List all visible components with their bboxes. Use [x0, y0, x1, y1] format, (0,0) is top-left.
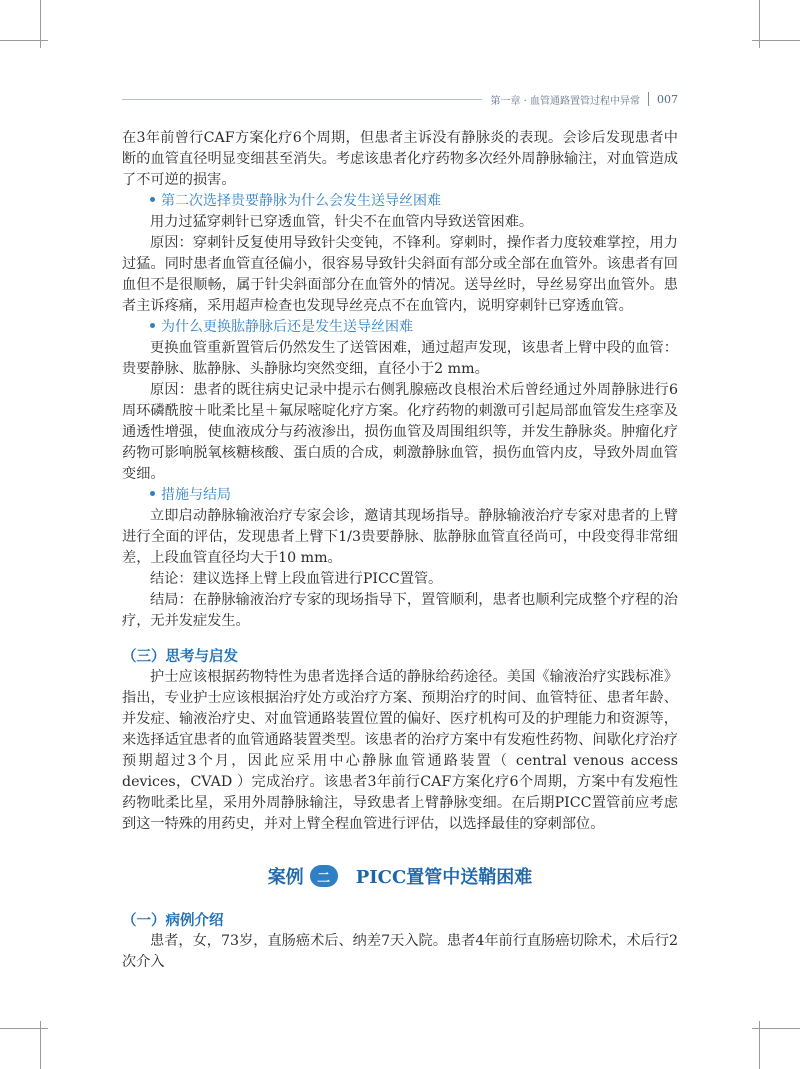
running-header [482, 90, 678, 108]
paragraph: 结局：在静脉输液治疗专家的现场指导下，置管顺利，患者也顺利完成整个疗程的治疗，无并发症发生。 [122, 592, 678, 629]
bullet-heading [122, 317, 678, 338]
page-body [122, 128, 678, 973]
paragraph: 护士应该根据药物特性为患者选择合适的静脉给药途径。美国《输液治疗实践标准》指出，专业护士应该根据治疗处方或治疗方案、预期治疗的时间、血管特征、患者年龄、并发症、输液治疗史、对血管通路装置位置的偏好、医疗机构可及的护理能力和资源等，来选择适宜患者的血管通路装置类型。该患者的治疗方案中有发疱性药物、间歇化疗治疗预期超过3个月，因此应采用中心静脉血管通路装置（ central venous access devices，CVAD ）完成治疗。该患者3年前行CAF方案化疗6个周期，方案中有发疱性药物吡柔比星，采用外周静脉输注，导致患者上臂静脉变细。在后期PICC置管前应考虑到这一特殊的用药史，并对上臂全程血管进行评估，以选择最佳的穿刺部位。 [122, 669, 678, 832]
paragraph: 用力过猛穿刺针已穿透血管，针尖不在血管内导致送管困难。 [150, 214, 534, 230]
bullet-dot-icon [150, 491, 155, 496]
section-heading: （一）病例介绍 [122, 912, 224, 929]
header-separator [648, 92, 649, 106]
bullet-text: 第二次选择贵要静脉为什么会发生送导丝困难 [161, 193, 441, 209]
crop-mark [0, 1028, 48, 1029]
paragraph: 原因：穿刺针反复使用导致针尖变钝，不锋利。穿刺时，操作者力度较难掌控，用力过猛。同时患者血管直径偏小，很容易导致针尖斜面有部分或全部在血管外。该患者有回血但不是很顺畅，属于针尖斜面部分在血管外的情况。送导丝时，导丝易穿出血管外。患者主诉疼痛，采用超声检查也发现导丝亮点不在血管内，说明穿刺针已穿透血管。 [122, 235, 678, 314]
bullet-heading [122, 485, 678, 506]
bullet-dot-icon [150, 197, 155, 202]
case-title-text: PICC置管中送鞘困难 [355, 867, 533, 888]
page-number: 007 [657, 92, 678, 106]
case-number-badge: 二 [310, 865, 338, 887]
crop-mark [0, 40, 48, 41]
bullet-text: 措施与结局 [161, 487, 231, 503]
paragraph: 立即启动静脉输液治疗专家会诊，邀请其现场指导。静脉输液治疗专家对患者的上臂进行全面的评估，发现患者上臂下1/3贵要静脉、肱静脉血管直径尚可，中段变得非常细差，上段血管直径均大于10 mm。 [122, 508, 678, 566]
paragraph: 结论：建议选择上臂上段血管进行PICC置管。 [150, 571, 443, 587]
running-title: 第一章 · 血管通路置管过程中异常 [490, 95, 640, 107]
crop-mark [752, 1028, 800, 1029]
paragraph: 原因：患者的既往病史记录中提示右侧乳腺癌改良根治术后曾经通过外周静脉进行6周环磷酰胺＋吡柔比星＋氟尿嘧啶化疗方案。化疗药物的刺激可引起局部血管发生痉挛及通透性增强，使血液成分与药液渗出，损伤血管及周围组织等，并发生静脉炎。肿瘤化疗药物可影响脱氧核糖核酸、蛋白质的合成，刺激静脉血管，损伤血管内皮，导致外周血管变细。 [122, 382, 678, 482]
case-label: 案例 [267, 867, 304, 888]
crop-mark [752, 40, 800, 41]
bullet-text: 为什么更换肱静脉后还是发生送导丝困难 [161, 319, 413, 335]
case-title [122, 856, 678, 896]
paragraph: 患者，女，73岁，直肠癌术后、纳差7天入院。患者4年前行直肠癌切除术，术后行2次介入 [122, 933, 678, 970]
paragraph: 在3年前曾行CAF方案化疗6个周期，但患者主诉没有静脉炎的表现。会诊后发现患者中断的血管直径明显变细甚至消失。考虑该患者化疗药物多次经外周静脉输注，对血管造成了不可逆的损害。 [122, 130, 678, 188]
paragraph: 更换血管重新置管后仍然发生了送管困难，通过超声发现，该患者上臂中段的血管：贵要静脉、肱静脉、头静脉均突然变细，直径小于2 mm。 [122, 340, 678, 377]
section-heading: （三）思考与启发 [122, 648, 238, 665]
bullet-dot-icon [150, 323, 155, 328]
bullet-heading [122, 191, 678, 212]
